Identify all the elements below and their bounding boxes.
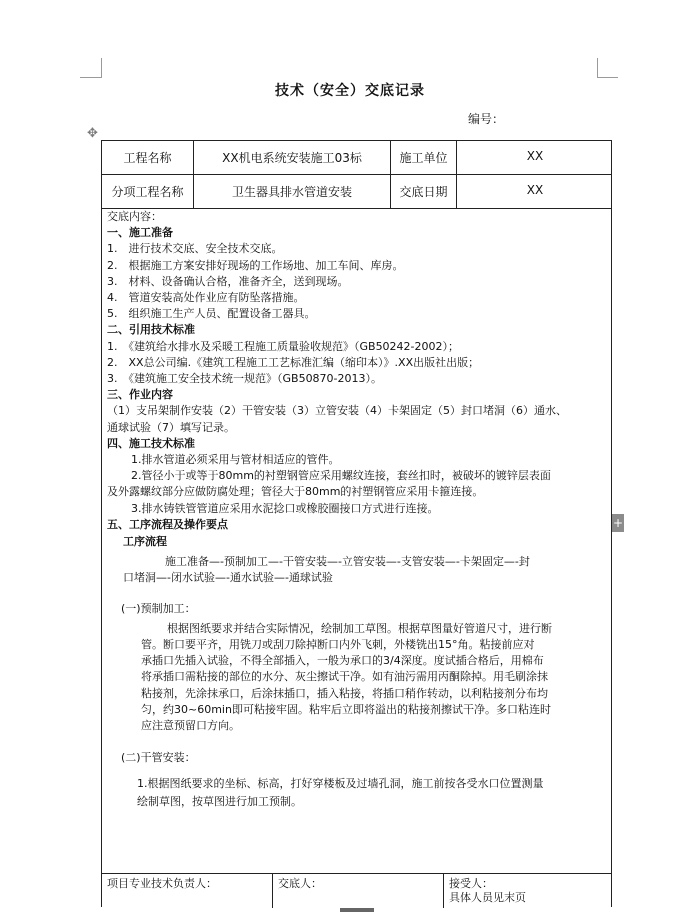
receiver-signature-label: 接受人： bbox=[449, 877, 493, 890]
column-divider bbox=[443, 873, 444, 908]
column-divider bbox=[272, 873, 273, 908]
main-pipe-line: 绘制草图，按草图进行加工预制。 bbox=[137, 794, 302, 808]
crop-mark-top-left-horizontal bbox=[80, 77, 101, 78]
main-pipe-paragraph bbox=[107, 775, 607, 811]
prefab-line: 根据图纸要求并结合实际情况，绘制加工草图。根据草图量好管道尺寸，进行断 bbox=[167, 621, 552, 635]
preparation-item: 4. 管道安装高处作业应有防坠落措施。 bbox=[107, 291, 305, 305]
scope-text: 通球试验（7）填写记录。 bbox=[107, 420, 235, 434]
subproject-name-label: 分项工程名称 bbox=[111, 185, 184, 199]
preparation-item: 3. 材料、设备确认合格，准备齐全，送到现场。 bbox=[107, 274, 349, 288]
section-heading-technical-standards: 四、施工技术标准 bbox=[107, 436, 195, 450]
prefab-line: 应注意预留口方向。 bbox=[141, 719, 240, 733]
scope-text: （1）支吊架制作安装（2）干管安装（3）立管安装（4）卡架固定（5）封口堵洞（6）通水、 bbox=[107, 404, 567, 418]
construction-unit-label: 施工单位 bbox=[399, 151, 448, 165]
content-intro: 交底内容： bbox=[107, 210, 162, 223]
prefab-line: 粘接剂，先涂抹承口，后涂抹插口，插入粘接，将插口稍作转动，以利粘接剂分布均 bbox=[141, 686, 548, 700]
prefab-line: 管。断口要平齐，用铣刀或刮刀除掉断口内外飞刺，外楼铣出15°角。粘接前应对 bbox=[141, 638, 535, 652]
document-title: 技术（安全）交底记录 bbox=[275, 83, 425, 99]
standard-item: 1. 《建筑给水排水及采暖工程施工质量验收规范》（GB50242-2002）； bbox=[107, 339, 460, 353]
process-flow-subtitle: 工序流程 bbox=[123, 535, 167, 549]
project-name-label: 工程名称 bbox=[123, 151, 172, 165]
technical-standard-item: 3.排水铸铁管管道应采用水泥捻口或橡胶圈接口方式进行连接。 bbox=[131, 501, 439, 515]
prefab-line: 将承插口需粘接的部位的水分、灰尘擦试干净。如有油污需用丙酮除掉。用毛刷涂抹 bbox=[141, 670, 548, 684]
section-heading-scope: 三、作业内容 bbox=[107, 388, 173, 402]
prefab-line: 匀，约30~60min即可粘接牢固。粘牢后立即将溢出的粘接剂擦试干净。多口粘连时 bbox=[141, 702, 551, 716]
table-move-handle-icon[interactable]: ✥ bbox=[87, 126, 98, 141]
section-heading-standards: 二、引用技术标准 bbox=[107, 323, 195, 337]
preparation-item: 2. 根据施工方案安排好现场的工作场地、加工车间、库房。 bbox=[107, 258, 404, 272]
main-pipe-subtitle: (二)干管安装： bbox=[121, 751, 196, 765]
prefab-line: 承插口先插入试验，不得全部插入，一般为承口的3/4深度。度试插合格后，用棉布 bbox=[141, 654, 544, 668]
row-divider bbox=[102, 174, 611, 175]
standard-item: 2. XX总公司编.《建筑工程施工工艺标准汇编（缩印本）》.XX出版社出版； bbox=[107, 355, 480, 369]
main-pipe-line: 1.根据图纸要求的坐标、标高，打好穿楼板及过墙孔洞，施工前按各受水口位置测量 bbox=[137, 776, 544, 790]
project-name-value: XX机电系统安装施工03标 bbox=[222, 151, 362, 165]
process-flow-text: 口堵洞—-闭水试验—-通水试验—-通球试验 bbox=[123, 571, 333, 585]
construction-unit-value: XX bbox=[526, 149, 544, 163]
document-number-label: 编号： bbox=[468, 112, 505, 126]
prefab-paragraph bbox=[107, 621, 607, 734]
technical-standard-item: 2.管径小于或等于80mm的衬塑钢管应采用螺纹连接，套丝扣时，被破坏的镀锌层表面 bbox=[131, 469, 551, 483]
section-heading-preparation: 一、施工准备 bbox=[107, 226, 173, 240]
discloser-signature-label: 交底人： bbox=[278, 877, 322, 890]
row-divider bbox=[102, 873, 611, 874]
prefab-subtitle: (一)预制加工： bbox=[121, 601, 196, 615]
preparation-item: 1. 进行技术交底、安全技术交底。 bbox=[107, 242, 283, 256]
technical-standard-item: 及外露螺纹部分应做防腐处理；管径大于80mm的衬塑钢管应采用卡箍连接。 bbox=[107, 485, 484, 499]
subproject-name-value: 卫生器具排水管道安装 bbox=[231, 185, 352, 199]
tech-lead-signature-label: 项目专业技术负责人： bbox=[107, 877, 217, 890]
disclosure-content bbox=[107, 209, 607, 811]
disclosure-form-table bbox=[101, 140, 612, 907]
crop-mark-top-right-horizontal bbox=[597, 77, 618, 78]
crop-mark-top-right-vertical bbox=[597, 58, 598, 78]
standard-item: 3. 《建筑施工安全技术统一规范》（GB50870-2013）。 bbox=[107, 372, 383, 386]
section-heading-process-flow: 五、工序流程及操作要点 bbox=[107, 517, 228, 531]
crop-mark-top-left-vertical bbox=[101, 58, 102, 78]
disclosure-date-value: XX bbox=[526, 183, 544, 197]
table-add-column-icon[interactable]: + bbox=[612, 516, 624, 530]
page-break-marker bbox=[340, 908, 374, 912]
receiver-note: 具体人员见末页 bbox=[449, 891, 526, 904]
process-flow-text: 施工准备—-预制加工—-干管安装—-立管安装—-支管安装—-卡架固定—-封 bbox=[165, 555, 530, 569]
preparation-item: 5. 组织施工生产人员、配置设备工器具。 bbox=[107, 307, 316, 321]
disclosure-date-label: 交底日期 bbox=[399, 185, 448, 199]
technical-standard-item: 1.排水管道必须采用与管材相适应的管件。 bbox=[131, 453, 340, 467]
